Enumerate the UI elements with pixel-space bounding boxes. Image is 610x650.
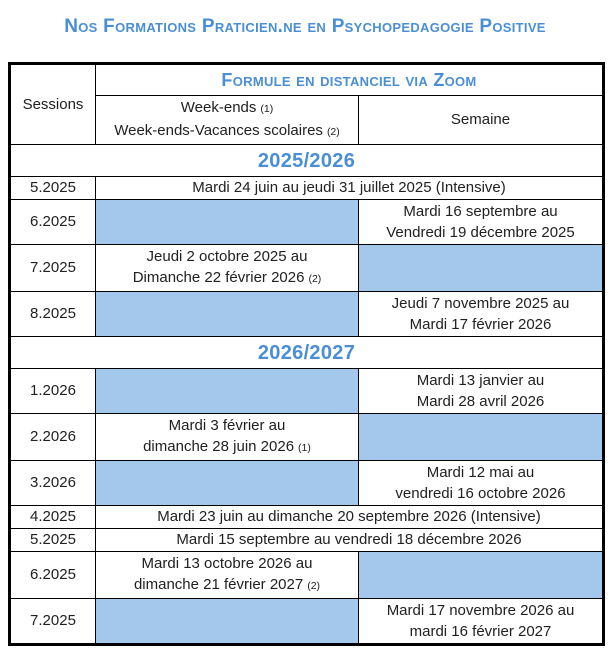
formations-schedule-table (8, 62, 605, 646)
session-cell: 1.2026 (10, 369, 96, 414)
weekends-vacances-label: Week-ends-Vacances scolaires (114, 122, 323, 139)
date-cell: Mardi 3 février au dimanche 28 juin 2026 (1) (96, 414, 359, 461)
weekends-note-1: (1) (260, 103, 274, 115)
formule-header: Formule en distanciel via Zoom (96, 64, 604, 96)
table-row (10, 177, 604, 200)
date-cell: Mardi 13 octobre 2026 au dimanche 21 février 2027 (2) (96, 552, 359, 599)
season-header: 2025/2026 (10, 145, 604, 177)
table-row (10, 292, 604, 337)
table-row (10, 414, 604, 461)
empty-highlight-cell (359, 245, 604, 292)
table-row (10, 461, 604, 506)
date-cell: Mardi 23 juin au dimanche 20 septembre 2026 (Intensive) (96, 506, 604, 529)
season-header-row (10, 145, 604, 177)
date-note: (2) (308, 273, 322, 285)
table-header-row (10, 64, 604, 96)
date-cell: Mardi 13 janvier au Mardi 28 avril 2026 (359, 369, 604, 414)
page-title: Nos Formations Praticien.ne en Psychopedagogie Positive (64, 16, 546, 37)
session-cell: 5.2025 (10, 177, 96, 200)
session-cell: 6.2025 (10, 552, 96, 599)
empty-highlight-cell (96, 369, 359, 414)
sessions-column-header: Sessions (10, 64, 96, 145)
semaine-column-header: Semaine (359, 96, 604, 145)
empty-highlight-cell (359, 552, 604, 599)
date-cell: Mardi 15 septembre au vendredi 18 décembre 2026 (96, 529, 604, 552)
table-row (10, 599, 604, 645)
session-cell: 7.2025 (10, 599, 96, 645)
session-cell: 3.2026 (10, 461, 96, 506)
season-header-row (10, 337, 604, 369)
session-cell: 6.2025 (10, 200, 96, 245)
session-cell: 4.2025 (10, 506, 96, 529)
empty-highlight-cell (96, 461, 359, 506)
weekends-column-header (96, 96, 359, 145)
weekends-label: Week-ends (180, 99, 257, 116)
session-cell: 7.2025 (10, 245, 96, 292)
date-cell: Mardi 17 novembre 2026 au mardi 16 février 2027 (359, 599, 604, 645)
session-cell: 5.2025 (10, 529, 96, 552)
session-cell: 8.2025 (10, 292, 96, 337)
session-cell: 2.2026 (10, 414, 96, 461)
weekends-note-2: (2) (326, 126, 340, 138)
date-cell: Mardi 16 septembre au Vendredi 19 décembre 2025 (359, 200, 604, 245)
table-row (10, 245, 604, 292)
date-cell: Jeudi 7 novembre 2025 au Mardi 17 février 2026 (359, 292, 604, 337)
table-subheader-row (10, 96, 604, 145)
table-row (10, 552, 604, 599)
empty-highlight-cell (96, 292, 359, 337)
empty-highlight-cell (96, 599, 359, 645)
empty-highlight-cell (359, 414, 604, 461)
season-header: 2026/2027 (10, 337, 604, 369)
table-row (10, 529, 604, 552)
empty-highlight-cell (96, 200, 359, 245)
date-cell: Mardi 12 mai au vendredi 16 octobre 2026 (359, 461, 604, 506)
table-row (10, 506, 604, 529)
table-row (10, 200, 604, 245)
date-cell: Jeudi 2 octobre 2025 au Dimanche 22 février 2026 (2) (96, 245, 359, 292)
date-note: (1) (298, 442, 311, 454)
date-cell: Mardi 24 juin au jeudi 31 juillet 2025 (Intensive) (96, 177, 604, 200)
table-row (10, 369, 604, 414)
date-note: (2) (307, 580, 321, 592)
